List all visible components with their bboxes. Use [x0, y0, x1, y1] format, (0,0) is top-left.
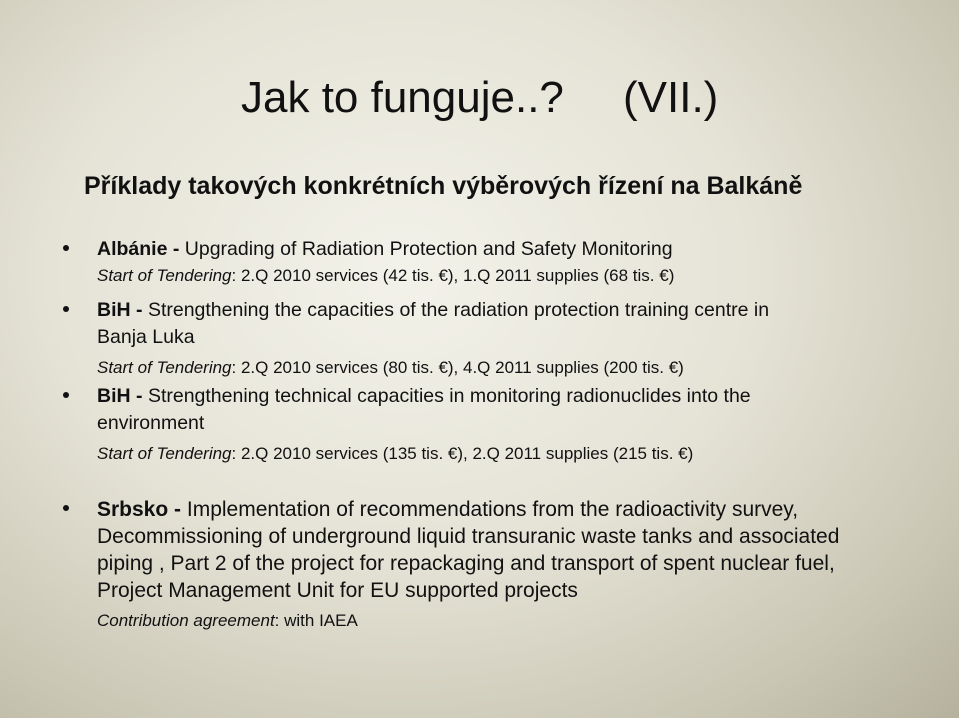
item-heading: Srbsko - Implementation of recommendations from the radioactivity survey, [97, 498, 799, 521]
item-description-cont: Project Management Unit for EU supported projects [97, 579, 578, 602]
slide-title [0, 66, 959, 130]
item-detail [97, 441, 917, 466]
item-description-cont: Decommissioning of underground liquid transuranic waste tanks and associated [97, 525, 840, 548]
item-description: Upgrading of Radiation Protection and Safety Monitoring [184, 238, 673, 260]
item-detail [97, 608, 917, 633]
item-heading: BiH - Strengthening technical capacities in monitoring radionuclides into the [97, 385, 751, 407]
subtitle: Příklady takových konkrétních výběrových řízení na Balkáně [84, 172, 803, 200]
detail-text: : with IAEA [274, 611, 358, 630]
detail-text: : 2.Q 2010 services (135 tis. €), 2.Q 2011 supplies (215 tis. €) [231, 444, 694, 463]
item-description-cont: Banja Luka [97, 326, 195, 348]
title-main: Jak to funguje..? [241, 73, 564, 122]
item-description-cont: environment [97, 412, 205, 434]
item-heading: Albánie - Upgrading of Radiation Protection and Safety Monitoring [97, 238, 673, 260]
item-country: BiH [97, 299, 131, 321]
list-item-bih-1 [97, 297, 917, 380]
bullet-icon [63, 306, 69, 312]
detail-label: Contribution agreement [97, 611, 275, 630]
detail-text: : 2.Q 2010 services (80 tis. €), 4.Q 2011 supplies (200 tis. €) [231, 358, 684, 377]
detail-text: : 2.Q 2010 services (42 tis. €), 1.Q 2011 supplies (68 tis. €) [231, 266, 675, 285]
item-detail [97, 355, 917, 380]
list-item-albania [97, 236, 917, 288]
bullet-icon [63, 392, 69, 398]
list-item-bih-2 [97, 383, 917, 466]
detail-label: Start of Tendering [97, 358, 232, 377]
item-country: Albánie [97, 238, 168, 260]
detail-label: Start of Tendering [97, 266, 232, 285]
item-description: Strengthening the capacities of the radiation protection training centre in [147, 299, 770, 321]
detail-label: Start of Tendering [97, 444, 232, 463]
item-description: Strengthening technical capacities in monitoring radionuclides into the [147, 385, 751, 407]
item-description: Implementation of recommendations from the radioactivity survey, [186, 498, 799, 521]
item-heading: BiH - Strengthening the capacities of the radiation protection training centre in [97, 299, 770, 321]
bullet-icon [63, 505, 69, 511]
bullet-icon [63, 245, 69, 251]
item-country: BiH [97, 385, 131, 407]
list-item-serbia [97, 496, 917, 633]
title-part: (VII.) [623, 73, 719, 122]
item-detail [97, 263, 917, 288]
item-description-cont: piping , Part 2 of the project for repackaging and transport of spent nuclear fuel, [97, 552, 835, 575]
item-country: Srbsko [97, 498, 169, 521]
